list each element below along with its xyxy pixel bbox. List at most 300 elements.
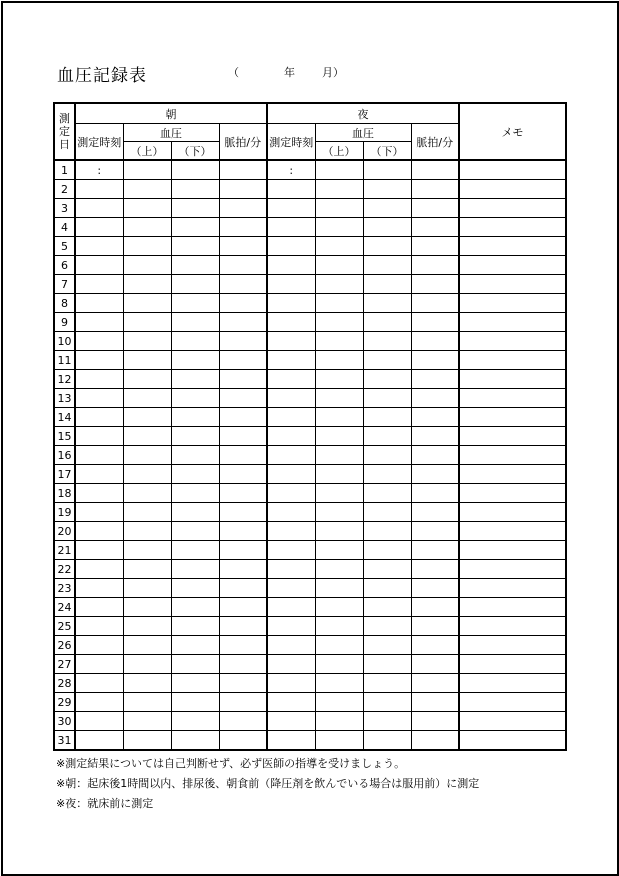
morning-pulse-cell[interactable]	[219, 160, 267, 180]
evening-pulse-cell[interactable]	[411, 465, 459, 484]
morning-upper-cell[interactable]	[123, 541, 171, 560]
evening-pulse-cell[interactable]	[411, 579, 459, 598]
evening-upper-cell[interactable]	[315, 674, 363, 693]
evening-lower-cell[interactable]	[363, 560, 411, 579]
morning-pulse-cell[interactable]	[219, 370, 267, 389]
memo-cell[interactable]	[459, 541, 566, 560]
morning-time-cell[interactable]	[75, 275, 123, 294]
morning-time-cell[interactable]	[75, 579, 123, 598]
evening-time-cell[interactable]	[267, 256, 315, 275]
evening-time-cell[interactable]	[267, 522, 315, 541]
morning-pulse-cell[interactable]	[219, 389, 267, 408]
morning-lower-cell[interactable]	[171, 636, 219, 655]
evening-pulse-cell[interactable]	[411, 370, 459, 389]
morning-lower-cell[interactable]	[171, 693, 219, 712]
morning-lower-cell[interactable]	[171, 199, 219, 218]
evening-time-cell[interactable]	[267, 484, 315, 503]
morning-time-cell[interactable]	[75, 351, 123, 370]
morning-time-cell[interactable]	[75, 237, 123, 256]
morning-lower-cell[interactable]	[171, 218, 219, 237]
morning-lower-cell[interactable]	[171, 598, 219, 617]
memo-cell[interactable]	[459, 370, 566, 389]
day-header-char3: 日	[59, 138, 70, 151]
evening-upper-cell[interactable]	[315, 351, 363, 370]
evening-lower-cell[interactable]	[363, 655, 411, 674]
memo-cell[interactable]	[459, 256, 566, 275]
memo-cell[interactable]	[459, 579, 566, 598]
day-number-cell: 26	[54, 636, 75, 655]
morning-pulse-cell[interactable]	[219, 541, 267, 560]
evening-upper-cell[interactable]	[315, 617, 363, 636]
morning-lower-cell[interactable]	[171, 465, 219, 484]
memo-cell[interactable]	[459, 237, 566, 256]
morning-time-cell[interactable]	[75, 522, 123, 541]
memo-cell[interactable]	[459, 294, 566, 313]
evening-upper-cell[interactable]	[315, 332, 363, 351]
table-row	[54, 237, 566, 256]
evening-upper-cell[interactable]	[315, 655, 363, 674]
morning-upper-cell[interactable]	[123, 313, 171, 332]
table-row	[54, 674, 566, 693]
morning-pulse-cell[interactable]	[219, 237, 267, 256]
evening-time-cell[interactable]	[267, 598, 315, 617]
evening-time-cell[interactable]	[267, 579, 315, 598]
evening-lower-cell[interactable]	[363, 465, 411, 484]
morning-time-cell[interactable]	[75, 294, 123, 313]
time-separator: :	[97, 163, 102, 177]
morning-pulse-cell[interactable]	[219, 731, 267, 751]
table-row	[54, 731, 566, 751]
morning-lower-cell[interactable]	[171, 560, 219, 579]
evening-lower-cell[interactable]	[363, 370, 411, 389]
morning-time-cell[interactable]	[75, 712, 123, 731]
evening-upper-cell[interactable]	[315, 446, 363, 465]
day-number-cell: 11	[54, 351, 75, 370]
morning-time-cell[interactable]	[75, 655, 123, 674]
evening-lower-cell[interactable]	[363, 579, 411, 598]
evening-pulse-cell[interactable]	[411, 655, 459, 674]
memo-cell[interactable]	[459, 655, 566, 674]
morning-time-cell[interactable]	[75, 674, 123, 693]
evening-time-cell[interactable]	[267, 275, 315, 294]
evening-upper-cell[interactable]	[315, 579, 363, 598]
morning-upper-cell[interactable]	[123, 579, 171, 598]
evening-upper-cell[interactable]	[315, 560, 363, 579]
evening-lower-cell[interactable]	[363, 313, 411, 332]
evening-pulse-cell[interactable]	[411, 408, 459, 427]
evening-pulse-cell[interactable]	[411, 351, 459, 370]
memo-cell[interactable]	[459, 275, 566, 294]
morning-time-cell[interactable]	[75, 731, 123, 751]
morning-time-cell[interactable]	[75, 218, 123, 237]
evening-time-cell[interactable]	[267, 389, 315, 408]
morning-pulse-cell[interactable]	[219, 693, 267, 712]
morning-lower-cell[interactable]	[171, 370, 219, 389]
morning-upper-cell[interactable]	[123, 351, 171, 370]
morning-pulse-cell[interactable]	[219, 427, 267, 446]
evening-time-cell[interactable]	[267, 199, 315, 218]
morning-time-cell[interactable]	[75, 465, 123, 484]
evening-upper-cell[interactable]	[315, 389, 363, 408]
morning-upper-cell[interactable]	[123, 294, 171, 313]
evening-lower-cell[interactable]	[363, 712, 411, 731]
memo-cell[interactable]	[459, 693, 566, 712]
evening-upper-cell[interactable]	[315, 522, 363, 541]
evening-pulse-cell[interactable]	[411, 332, 459, 351]
evening-lower-cell[interactable]	[363, 294, 411, 313]
morning-upper-cell[interactable]	[123, 427, 171, 446]
morning-upper-cell[interactable]	[123, 636, 171, 655]
evening-time-cell[interactable]	[267, 465, 315, 484]
morning-upper-cell[interactable]	[123, 484, 171, 503]
morning-pulse-cell[interactable]	[219, 484, 267, 503]
evening-time-cell[interactable]	[267, 446, 315, 465]
morning-upper-cell[interactable]	[123, 408, 171, 427]
evening-time-cell[interactable]	[267, 237, 315, 256]
memo-cell[interactable]	[459, 598, 566, 617]
morning-time-cell[interactable]	[75, 598, 123, 617]
evening-pulse-cell[interactable]	[411, 693, 459, 712]
evening-lower-cell[interactable]	[363, 484, 411, 503]
table-row	[54, 275, 566, 294]
evening-upper-cell[interactable]	[315, 160, 363, 180]
evening-lower-cell[interactable]	[363, 598, 411, 617]
morning-upper-cell[interactable]	[123, 370, 171, 389]
evening-upper-cell[interactable]	[315, 275, 363, 294]
evening-pulse-cell[interactable]	[411, 446, 459, 465]
evening-lower-cell[interactable]	[363, 674, 411, 693]
morning-pulse-cell[interactable]	[219, 655, 267, 674]
morning-time-cell[interactable]	[75, 427, 123, 446]
memo-cell[interactable]	[459, 522, 566, 541]
memo-cell[interactable]	[459, 408, 566, 427]
morning-time-cell[interactable]	[75, 256, 123, 275]
evening-pulse-cell[interactable]	[411, 256, 459, 275]
morning-time-cell[interactable]	[75, 693, 123, 712]
memo-cell[interactable]	[459, 351, 566, 370]
morning-upper-cell[interactable]	[123, 560, 171, 579]
evening-time-cell[interactable]	[267, 617, 315, 636]
evening-pulse-cell[interactable]	[411, 541, 459, 560]
morning-lower-cell[interactable]	[171, 484, 219, 503]
morning-pulse-cell[interactable]	[219, 465, 267, 484]
evening-time-cell[interactable]	[267, 541, 315, 560]
morning-lower-cell[interactable]	[171, 674, 219, 693]
table-row	[54, 503, 566, 522]
evening-upper-cell[interactable]	[315, 313, 363, 332]
evening-time-cell[interactable]	[267, 655, 315, 674]
morning-pulse-cell[interactable]	[219, 636, 267, 655]
morning-lower-cell[interactable]	[171, 389, 219, 408]
evening-lower-cell[interactable]	[363, 218, 411, 237]
morning-time-cell[interactable]	[75, 180, 123, 199]
morning-time-cell[interactable]	[75, 389, 123, 408]
morning-time-cell[interactable]	[75, 313, 123, 332]
evening-lower-cell[interactable]	[363, 389, 411, 408]
evening-lower-cell[interactable]	[363, 160, 411, 180]
blood-pressure-table	[53, 102, 567, 751]
memo-cell[interactable]	[459, 313, 566, 332]
evening-pulse-cell[interactable]	[411, 560, 459, 579]
evening-lower-cell[interactable]	[363, 237, 411, 256]
evening-lower-cell[interactable]	[363, 199, 411, 218]
morning-pulse-cell[interactable]	[219, 579, 267, 598]
memo-cell[interactable]	[459, 332, 566, 351]
evening-time-cell[interactable]	[267, 503, 315, 522]
morning-upper-cell[interactable]	[123, 199, 171, 218]
morning-upper-cell[interactable]	[123, 712, 171, 731]
evening-pulse-cell[interactable]	[411, 617, 459, 636]
memo-cell[interactable]	[459, 389, 566, 408]
memo-cell[interactable]	[459, 712, 566, 731]
evening-pulse-cell[interactable]	[411, 598, 459, 617]
morning-lower-cell[interactable]	[171, 237, 219, 256]
evening-upper-cell[interactable]	[315, 370, 363, 389]
morning-pulse-cell[interactable]	[219, 712, 267, 731]
morning-lower-cell[interactable]	[171, 294, 219, 313]
evening-pulse-cell[interactable]	[411, 427, 459, 446]
memo-cell[interactable]	[459, 731, 566, 751]
evening-time-cell[interactable]	[267, 351, 315, 370]
memo-cell[interactable]	[459, 427, 566, 446]
evening-upper-cell[interactable]	[315, 218, 363, 237]
evening-upper-cell[interactable]	[315, 541, 363, 560]
evening-pulse-cell[interactable]	[411, 275, 459, 294]
table-row	[54, 313, 566, 332]
morning-pulse-cell[interactable]	[219, 522, 267, 541]
morning-lower-cell[interactable]	[171, 180, 219, 199]
evening-pulse-cell[interactable]	[411, 522, 459, 541]
evening-time-cell[interactable]	[267, 160, 315, 180]
morning-lower-cell[interactable]	[171, 617, 219, 636]
morning-upper-cell[interactable]	[123, 389, 171, 408]
evening-pulse-cell[interactable]	[411, 237, 459, 256]
evening-pulse-cell[interactable]	[411, 313, 459, 332]
evening-lower-cell[interactable]	[363, 256, 411, 275]
morning-lower-cell[interactable]	[171, 446, 219, 465]
memo-cell[interactable]	[459, 180, 566, 199]
evening-lower-cell[interactable]	[363, 427, 411, 446]
evening-pulse-cell[interactable]	[411, 712, 459, 731]
evening-upper-cell[interactable]	[315, 598, 363, 617]
evening-pulse-cell[interactable]	[411, 636, 459, 655]
day-number-cell: 20	[54, 522, 75, 541]
evening-upper-cell[interactable]	[315, 484, 363, 503]
evening-upper-cell[interactable]	[315, 465, 363, 484]
morning-pulse-cell[interactable]	[219, 503, 267, 522]
morning-upper-cell[interactable]	[123, 275, 171, 294]
morning-lower-cell[interactable]	[171, 579, 219, 598]
evening-time-cell[interactable]	[267, 408, 315, 427]
evening-lower-cell[interactable]	[363, 446, 411, 465]
morning-upper-cell[interactable]	[123, 160, 171, 180]
morning-upper-cell[interactable]	[123, 655, 171, 674]
evening-time-cell[interactable]	[267, 427, 315, 446]
day-column-header	[54, 103, 75, 160]
evening-lower-cell[interactable]	[363, 617, 411, 636]
table-row	[54, 446, 566, 465]
evening-pulse-cell[interactable]	[411, 731, 459, 751]
morning-pulse-cell[interactable]	[219, 256, 267, 275]
table-row	[54, 465, 566, 484]
evening-time-cell[interactable]	[267, 294, 315, 313]
evening-lower-cell[interactable]	[363, 332, 411, 351]
memo-cell[interactable]	[459, 484, 566, 503]
evening-upper-cell[interactable]	[315, 693, 363, 712]
morning-upper-cell[interactable]	[123, 446, 171, 465]
memo-cell[interactable]	[459, 446, 566, 465]
evening-time-cell[interactable]	[267, 712, 315, 731]
evening-pulse-cell[interactable]	[411, 218, 459, 237]
morning-upper-cell[interactable]	[123, 617, 171, 636]
evening-lower-cell[interactable]	[363, 503, 411, 522]
morning-pulse-cell[interactable]	[219, 294, 267, 313]
morning-upper-cell[interactable]	[123, 503, 171, 522]
morning-lower-cell[interactable]	[171, 160, 219, 180]
morning-pulse-cell[interactable]	[219, 218, 267, 237]
morning-upper-cell[interactable]	[123, 180, 171, 199]
evening-upper-cell[interactable]	[315, 731, 363, 751]
morning-lower-cell[interactable]	[171, 313, 219, 332]
morning-lower-cell[interactable]	[171, 655, 219, 674]
morning-pulse-cell[interactable]	[219, 275, 267, 294]
evening-pulse-cell[interactable]	[411, 484, 459, 503]
morning-time-cell[interactable]	[75, 199, 123, 218]
morning-upper-cell[interactable]	[123, 465, 171, 484]
morning-pulse-cell[interactable]	[219, 180, 267, 199]
morning-lower-cell[interactable]	[171, 541, 219, 560]
evening-time-cell[interactable]	[267, 636, 315, 655]
morning-time-cell[interactable]	[75, 160, 123, 180]
evening-time-cell[interactable]	[267, 560, 315, 579]
morning-upper-cell[interactable]	[123, 237, 171, 256]
evening-upper-cell[interactable]	[315, 712, 363, 731]
memo-cell[interactable]	[459, 636, 566, 655]
morning-time-cell[interactable]	[75, 484, 123, 503]
evening-upper-cell[interactable]	[315, 199, 363, 218]
morning-pulse-cell[interactable]	[219, 313, 267, 332]
morning-upper-cell[interactable]	[123, 332, 171, 351]
morning-lower-cell[interactable]	[171, 256, 219, 275]
evening-lower-cell[interactable]	[363, 408, 411, 427]
evening-upper-cell[interactable]	[315, 408, 363, 427]
evening-time-cell[interactable]	[267, 313, 315, 332]
morning-lower-cell[interactable]	[171, 712, 219, 731]
day-number-cell: 19	[54, 503, 75, 522]
morning-upper-cell[interactable]	[123, 674, 171, 693]
evening-time-cell[interactable]	[267, 693, 315, 712]
morning-pulse-cell[interactable]	[219, 408, 267, 427]
morning-pulse-cell[interactable]	[219, 199, 267, 218]
morning-time-cell[interactable]	[75, 408, 123, 427]
evening-lower-cell[interactable]	[363, 636, 411, 655]
evening-time-cell[interactable]	[267, 218, 315, 237]
morning-lower-cell[interactable]	[171, 408, 219, 427]
evening-lower-cell[interactable]	[363, 522, 411, 541]
evening-time-cell[interactable]	[267, 674, 315, 693]
evening-pulse-cell[interactable]	[411, 389, 459, 408]
morning-time-cell[interactable]	[75, 446, 123, 465]
morning-time-cell[interactable]	[75, 560, 123, 579]
evening-pulse-cell[interactable]	[411, 503, 459, 522]
evening-pulse-cell[interactable]	[411, 160, 459, 180]
morning-pulse-cell[interactable]	[219, 446, 267, 465]
evening-time-cell[interactable]	[267, 370, 315, 389]
morning-lower-cell[interactable]	[171, 351, 219, 370]
memo-cell[interactable]	[459, 199, 566, 218]
evening-time-cell[interactable]	[267, 731, 315, 751]
morning-lower-cell[interactable]	[171, 275, 219, 294]
memo-cell[interactable]	[459, 560, 566, 579]
morning-upper-cell[interactable]	[123, 731, 171, 751]
morning-time-cell[interactable]	[75, 636, 123, 655]
morning-lower-cell[interactable]	[171, 427, 219, 446]
morning-time-cell[interactable]	[75, 503, 123, 522]
evening-pulse-cell[interactable]	[411, 674, 459, 693]
table-row	[54, 351, 566, 370]
morning-pulse-cell[interactable]	[219, 351, 267, 370]
morning-pulse-cell[interactable]	[219, 674, 267, 693]
morning-time-cell[interactable]	[75, 541, 123, 560]
morning-time-cell[interactable]	[75, 332, 123, 351]
evening-upper-cell[interactable]	[315, 427, 363, 446]
day-number-cell: 9	[54, 313, 75, 332]
morning-pulse-cell[interactable]	[219, 332, 267, 351]
morning-upper-cell[interactable]	[123, 693, 171, 712]
morning-time-cell[interactable]	[75, 370, 123, 389]
evening-time-cell[interactable]	[267, 332, 315, 351]
morning-lower-cell[interactable]	[171, 503, 219, 522]
morning-pulse-cell[interactable]	[219, 617, 267, 636]
evening-upper-cell[interactable]	[315, 294, 363, 313]
evening-upper-cell[interactable]	[315, 237, 363, 256]
morning-upper-header: （上）	[123, 142, 171, 161]
memo-cell[interactable]	[459, 503, 566, 522]
memo-cell[interactable]	[459, 674, 566, 693]
evening-pulse-cell[interactable]	[411, 180, 459, 199]
morning-upper-cell[interactable]	[123, 218, 171, 237]
evening-pulse-cell[interactable]	[411, 294, 459, 313]
evening-upper-cell[interactable]	[315, 636, 363, 655]
morning-time-cell[interactable]	[75, 617, 123, 636]
morning-lower-cell[interactable]	[171, 332, 219, 351]
morning-upper-cell[interactable]	[123, 522, 171, 541]
evening-lower-cell[interactable]	[363, 693, 411, 712]
evening-upper-cell[interactable]	[315, 256, 363, 275]
morning-lower-cell[interactable]	[171, 731, 219, 751]
evening-lower-cell[interactable]	[363, 731, 411, 751]
evening-lower-cell[interactable]	[363, 351, 411, 370]
day-number-cell: 6	[54, 256, 75, 275]
evening-upper-cell[interactable]	[315, 503, 363, 522]
evening-time-cell[interactable]	[267, 180, 315, 199]
table-row	[54, 199, 566, 218]
memo-cell[interactable]	[459, 160, 566, 180]
evening-pulse-cell[interactable]	[411, 199, 459, 218]
memo-cell[interactable]	[459, 617, 566, 636]
morning-pulse-cell[interactable]	[219, 560, 267, 579]
memo-cell[interactable]	[459, 218, 566, 237]
evening-upper-cell[interactable]	[315, 180, 363, 199]
evening-lower-cell[interactable]	[363, 275, 411, 294]
morning-upper-cell[interactable]	[123, 598, 171, 617]
evening-lower-cell[interactable]	[363, 541, 411, 560]
memo-cell[interactable]	[459, 465, 566, 484]
morning-pulse-cell[interactable]	[219, 598, 267, 617]
morning-upper-cell[interactable]	[123, 256, 171, 275]
morning-lower-cell[interactable]	[171, 522, 219, 541]
evening-lower-cell[interactable]	[363, 180, 411, 199]
